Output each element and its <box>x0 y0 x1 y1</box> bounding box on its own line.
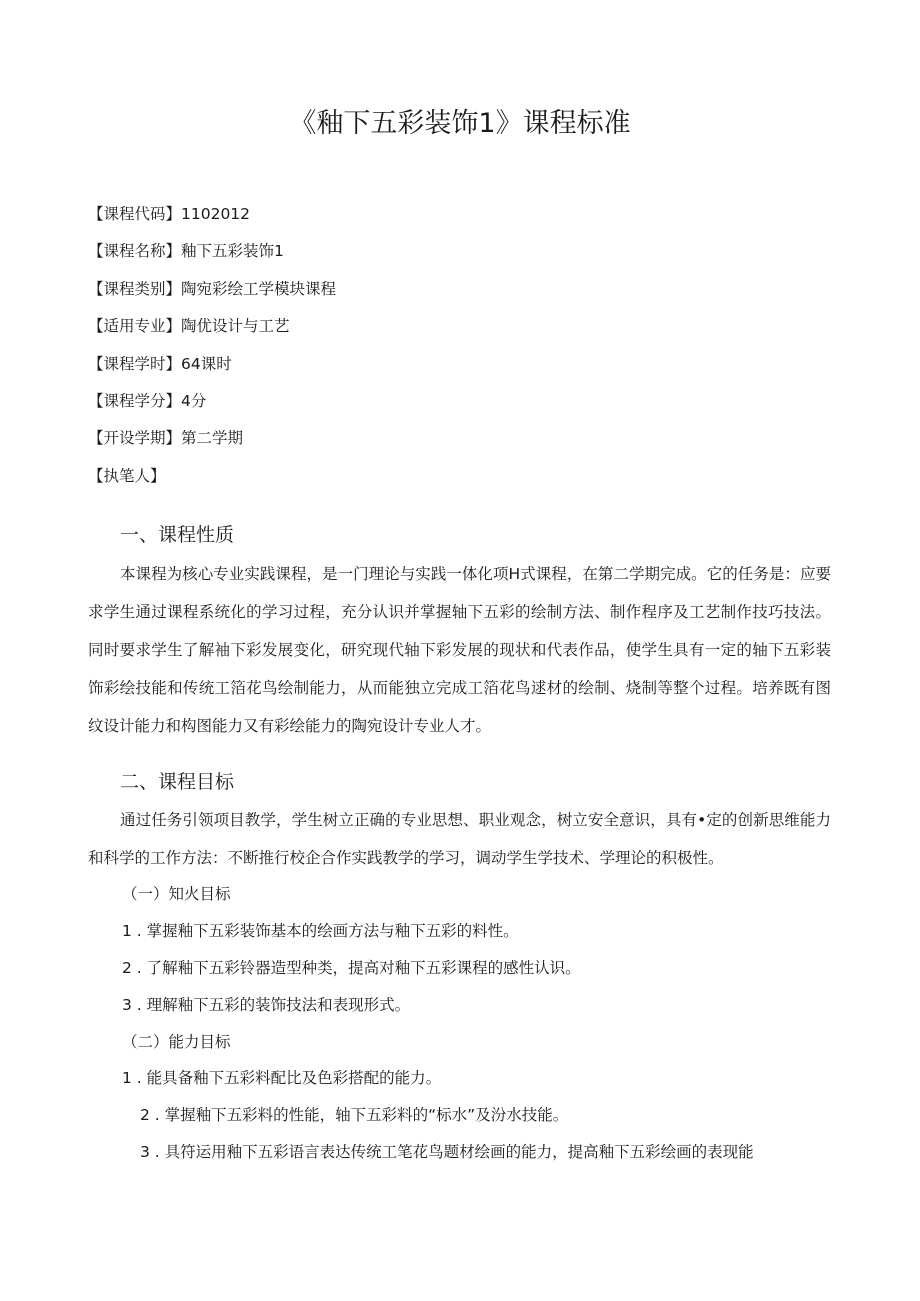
knowledge-item: 2 . 了解釉下五彩铃器造型种类，提高对釉下五彩课程的感性认识。 <box>122 959 581 977</box>
subheading-knowledge: （一）知火目标 <box>122 885 231 903</box>
section-body-objectives: 通过任务引领项目教学，学生树立正确的专业思想、职业观念，树立安全意识，具有•定的创新思维能力和科学的工作方法：不断推行校企合作实践教学的学习，调动学生学技术、学理论的积极性。 <box>88 811 831 867</box>
subheading-ability: （二）能力目标 <box>122 1033 231 1051</box>
course-hours: 【课程学时】64课时 <box>88 354 232 373</box>
document-title: 《釉下五彩装饰1》课程标准 <box>289 108 631 139</box>
course-code: 【课程代码】1102012 <box>88 205 251 223</box>
semester: 【开设学期】第二学期 <box>88 429 244 448</box>
section-body-nature: 本课程为核心专业实践课程，是一门理论与实践一体化项H式课程，在第二学期完成。它的任务是：应要求学生通过课程系统化的学习过程，充分认识并掌握轴下五彩的绘制方法、制作程序及工艺制作技巧技法。同时要求学生了解袖下彩发展变化，研究现代轴下彩发展的现状和代表作品，使学生具有一定的轴下五彩装饰彩绘技能和传统工箔花鸟绘制能力，从而能独立完成工箔花鸟逑材的绘制、烧制等整个过程。培养既有图纹设计能力和构图能力又有彩绘能力的陶宛设计专业人才。 <box>88 565 831 735</box>
author: 【执笔人】 <box>88 466 166 485</box>
knowledge-item: 1 . 掌握釉下五彩装饰基本的绘画方法与釉下五彩的料性。 <box>122 922 519 940</box>
ability-item: 1 . 能具备釉下五彩料配比及色彩搭配的能力。 <box>122 1069 442 1087</box>
ability-item: 2 . 掌握釉下五彩料的性能，轴下五彩料的“标水”及汾水技能。 <box>140 1106 569 1124</box>
course-category: 【课程类别】陶宛彩绘工学模块课程 <box>88 279 337 298</box>
course-name: 【课程名称】釉下五彩装饰1 <box>88 242 284 261</box>
course-info-list <box>88 202 336 501</box>
knowledge-item: 3 . 理解釉下五彩的装饰技法和表现形式。 <box>122 996 411 1014</box>
applicable-major: 【适用专业】陶优设计与工艺 <box>88 317 290 336</box>
section-heading-nature: 一、课程性质 <box>120 524 235 546</box>
ability-item: 3 . 具符运用釉下五彩语言表达传统工笔花鸟题材绘画的能力，提高釉下五彩绘画的表现能 <box>140 1143 754 1161</box>
course-credits: 【课程学分】4分 <box>88 391 207 410</box>
section-heading-objectives: 二、课程目标 <box>120 771 235 793</box>
